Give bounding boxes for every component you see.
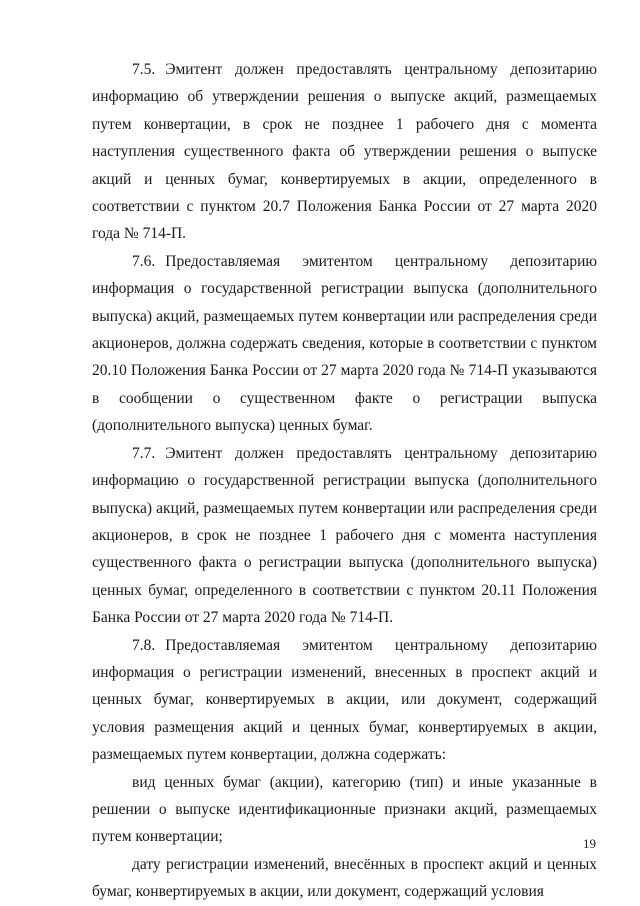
- paragraph-list-item-2: [92, 851, 597, 906]
- paragraph-7-6: [92, 248, 597, 440]
- paragraph-number: 7.6.: [132, 252, 156, 270]
- paragraph-text: дату регистрации изменений, внесённых в проспект акций и ценных бумаг, конвертируемых в акции, или документ, содержащий условия: [92, 855, 597, 901]
- paragraph-7-8: [92, 632, 597, 769]
- paragraph-list-item-1: [92, 769, 597, 851]
- paragraph-text: Предоставляемая эмитентом центральному депозитарию информация о регистрации изменений, внесенных в проспект акций и ценных бумаг, конвертируемых в акции, или документ, содержащий условия размещения акций и ценных бумаг, конвертируемых в акции, размещаемых путем конвертации, должна содержать:: [92, 636, 597, 764]
- document-body: [92, 56, 597, 906]
- paragraph-number: 7.7.: [132, 444, 156, 462]
- paragraph-number: 7.8.: [132, 636, 156, 654]
- paragraph-text: Эмитент должен предоставлять центральному депозитарию информацию об утверждении решения о выпуске акций, размещаемых путем конвертации, в срок не позднее 1 рабочего дня с момента наступления существенного факта об утверждении решения о выпуске акций и ценных бумаг, конвертируемых в акции, определенного в соответствии с пунктом 20.7 Положения Банка России от 27 марта 2020 года № 714-П.: [92, 61, 597, 243]
- paragraph-text: вид ценных бумаг (акции), категорию (тип) и иные указанные в решении о выпуске идентификационные признаки акций, размещаемых путем конвертации;: [92, 773, 597, 846]
- paragraph-7-5: [92, 56, 597, 248]
- paragraph-7-7: [92, 440, 597, 632]
- paragraph-number: 7.5.: [132, 61, 156, 78]
- page-number: 19: [583, 836, 596, 851]
- paragraph-text: Предоставляемая эмитентом центральному депозитарию информация о государственной регистрации выпуска (дополнительного выпуска) акций, размещаемых путем конвертации или распределения среди акционеров, должна содержать сведения, которые в соответствии с пунктом 20.10 Положения Банка России от 27 марта 2020 года № 714-П указываются в сообщении о существенном факте о регистрации выпуска (дополнительного выпуска) ценных бумаг.: [92, 252, 597, 435]
- paragraph-text: Эмитент должен предоставлять центральному депозитарию информацию о государственной регистрации выпуска (дополнительного выпуска) акций, размещаемых путем конвертации или распределения среди акционеров, в срок не позднее 1 рабочего дня с момента наступления существенного факта о регистрации выпуска (дополнительного выпуска) ценных бумаг, определенного в соответствии с пунктом 20.11 Положения Банка России от 27 марта 2020 года № 714-П.: [92, 444, 597, 627]
